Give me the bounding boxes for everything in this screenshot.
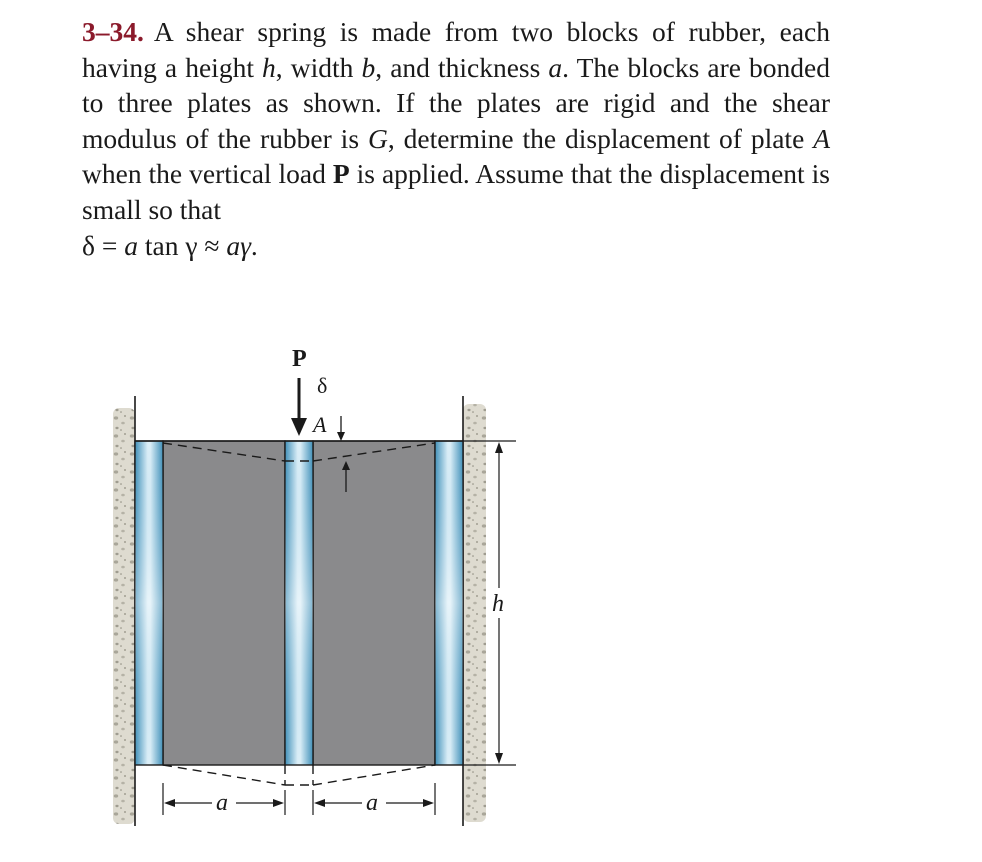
equation-segment: aγ	[226, 229, 251, 261]
load-arrow	[291, 378, 307, 436]
right-wall	[463, 396, 486, 826]
rubber-block-left	[163, 441, 285, 765]
problem-number: 3–34.	[82, 16, 144, 47]
rubber-block-right	[313, 441, 435, 765]
plate-label: A	[313, 412, 327, 437]
equation-segment: δ	[82, 229, 95, 261]
problem-text-segment: A	[813, 122, 831, 154]
displacement-label: δ	[317, 373, 328, 398]
height-arrow-bottom	[495, 753, 503, 764]
height-arrow-top	[495, 442, 503, 453]
plate-right	[435, 441, 463, 765]
displacement-arrow-down	[337, 416, 345, 441]
problem-text-segment: P	[332, 158, 350, 190]
problem-text-segment: is applied. Assume that the displacement is small so that	[82, 158, 830, 225]
problem-text-segment: when the vertical load	[82, 158, 333, 190]
thickness-left-label: a	[216, 790, 228, 816]
thickness-right-arrow-start	[314, 799, 325, 807]
problem-text-segment: b	[361, 51, 376, 83]
equation-segment: tan γ ≈	[137, 229, 227, 261]
problem-text-segment: , determine the displacement of plate	[387, 122, 814, 154]
problem-text-segment: h	[262, 51, 276, 83]
problem-text-segment: a	[548, 51, 563, 83]
problem-text-segment: , width	[275, 51, 362, 83]
plate-left	[135, 441, 163, 765]
problem-text-segment: , and thickness	[375, 51, 549, 83]
plate-A	[285, 441, 313, 765]
left-wall	[113, 396, 135, 826]
thickness-left-arrow-end	[273, 799, 284, 807]
problem-text-segment: A shear spring is made from two blocks of rubber, each having a height	[82, 16, 830, 83]
equation-segment: a	[124, 229, 138, 261]
problem-text-segment: G	[367, 122, 388, 154]
thickness-right-label: a	[366, 790, 378, 816]
equation-segment: .	[250, 229, 258, 261]
thickness-left-arrow-start	[164, 799, 175, 807]
equation-segment: =	[94, 229, 125, 261]
thickness-right-arrow-end	[423, 799, 434, 807]
load-label: P	[292, 346, 307, 372]
problem-text-segment: . The blocks are bonded to three plates as shown. If the plates are rigid and the shear modulus of the rubber is	[82, 51, 830, 154]
height-label: h	[492, 591, 504, 617]
